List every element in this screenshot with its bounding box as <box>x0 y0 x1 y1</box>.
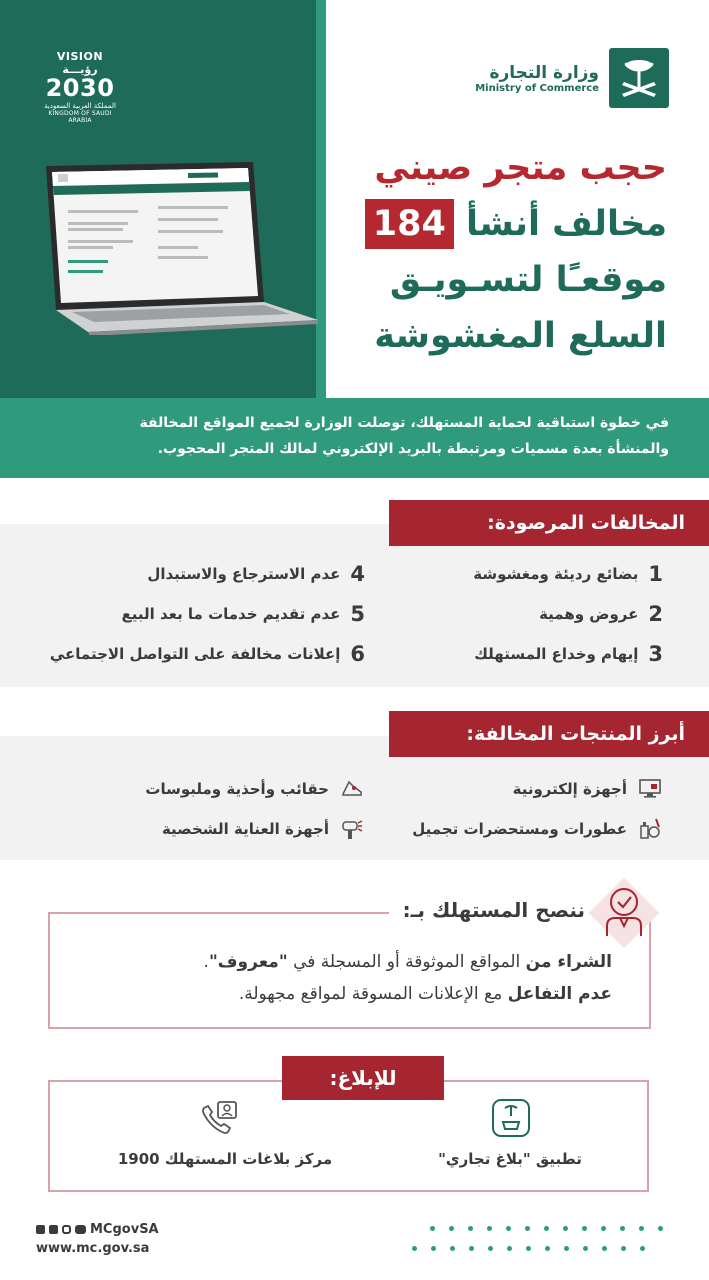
advice-no-interaction: عدم التفاعل <box>507 984 612 1004</box>
report-center-label[interactable]: مركز بلاغات المستهلك 1900 <box>117 1150 333 1168</box>
twitter-icon[interactable] <box>36 1225 45 1234</box>
saudi-emblem-icon <box>609 48 669 108</box>
ministry-name-ar: وزارة التجارة <box>489 62 599 83</box>
vision-kingdom-ar: المملكة العربية السعودية <box>44 102 116 110</box>
product-text: عطورات ومستحضرات تجميل <box>412 820 627 838</box>
product-item <box>412 816 663 842</box>
vision-label: VISION رؤيـــة <box>56 50 104 76</box>
violation-text: بضائع رديئة ومغشوشة <box>473 565 639 583</box>
product-item <box>145 776 365 802</box>
headline <box>307 140 667 364</box>
headline-line-2-text: مخالف أنشأ <box>466 204 667 244</box>
violation-item <box>121 602 365 626</box>
violation-text: عدم الاسترجاع والاستبدال <box>147 565 341 583</box>
consumer-check-icon <box>585 874 663 952</box>
headline-line-1: حجب متجر صيني <box>374 148 667 188</box>
violation-number: 5 <box>350 602 365 626</box>
headline-line-4: السلع المغشوشة <box>374 316 667 356</box>
shoe-icon <box>339 776 365 802</box>
violation-item <box>539 602 663 626</box>
headline-line-3: موقعـًا لتسـويـق <box>389 260 667 300</box>
product-item <box>513 776 663 802</box>
violation-item <box>474 642 663 666</box>
violation-item <box>50 642 365 666</box>
laptop-illustration <box>28 160 323 335</box>
products-title: أبرز المنتجات المخالفة: <box>389 711 709 757</box>
violation-number: 6 <box>350 642 365 666</box>
website-url[interactable]: www.mc.gov.sa <box>36 1241 150 1256</box>
hair-dryer-icon <box>339 816 365 842</box>
report-title: للإبلاغ: <box>282 1056 444 1100</box>
ministry-logo <box>475 48 669 108</box>
violation-text: إيهام وخداع المستهلك <box>474 645 639 663</box>
youtube-icon[interactable] <box>75 1225 86 1234</box>
social-handle[interactable] <box>36 1222 159 1237</box>
computer-icon <box>637 776 663 802</box>
phone-call-icon[interactable] <box>198 1098 242 1138</box>
violation-number: 4 <box>350 562 365 586</box>
headline-line-2 <box>307 196 667 252</box>
vision-kingdom-en: KINGDOM OF SAUDI ARABIA <box>48 110 112 124</box>
advice-line-2-text: مع الإعلانات المسوقة لمواقع مجهولة. <box>238 984 503 1004</box>
app-icon[interactable] <box>491 1098 531 1138</box>
headline-number-badge: 184 <box>365 199 454 249</box>
intro-line-1: في خطوة استباقية لحماية المستهلك، توصلت الوزارة لجميع المواقع المخالفة <box>139 415 669 431</box>
advice-line-1 <box>204 952 612 972</box>
instagram-icon[interactable] <box>62 1225 71 1234</box>
vision-year: 2030 <box>45 74 115 102</box>
product-text: أجهزة إلكترونية <box>512 780 627 798</box>
advice-line-2 <box>239 984 612 1004</box>
intro-line-2: والمنشأة بعدة مسميات ومرتبطة بالبريد الإلكتروني لمالك المتجر المحجوب. <box>157 441 669 457</box>
product-item <box>162 816 365 842</box>
violations-title: المخالفات المرصودة: <box>389 500 709 546</box>
ministry-name-en: Ministry of Commerce <box>475 82 599 94</box>
violation-number: 1 <box>648 562 663 586</box>
report-app-label[interactable]: تطبيق "بلاغ تجاري" <box>438 1150 582 1168</box>
violation-item <box>473 562 663 586</box>
cosmetics-icon <box>637 816 663 842</box>
product-text: أجهزة العناية الشخصية <box>161 820 329 838</box>
violation-item <box>147 562 365 586</box>
violation-text: إعلانات مخالفة على التواصل الاجتماعي <box>49 645 341 663</box>
product-text: حقائب وأحذية وملبوسات <box>145 780 329 798</box>
social-handle-text[interactable]: MCgovSA <box>90 1222 159 1237</box>
intro-band <box>0 398 709 478</box>
facebook-icon[interactable] <box>49 1225 58 1234</box>
vision-2030-logo <box>38 50 122 124</box>
advice-line-1-end: . <box>203 952 209 972</box>
advice-line-1-text: المواقع الموثوقة أو المسجلة في <box>293 952 521 972</box>
advice-maroof: "معروف" <box>208 952 288 972</box>
violation-number: 3 <box>648 642 663 666</box>
violation-number: 2 <box>648 602 663 626</box>
advice-buy-from: الشراء من <box>525 952 612 972</box>
violation-text: عدم تقديم خدمات ما بعد البيع <box>121 605 341 623</box>
advice-title: ننصح المستهلك بـ: <box>389 898 599 922</box>
violation-text: عروض وهمية <box>539 605 639 623</box>
